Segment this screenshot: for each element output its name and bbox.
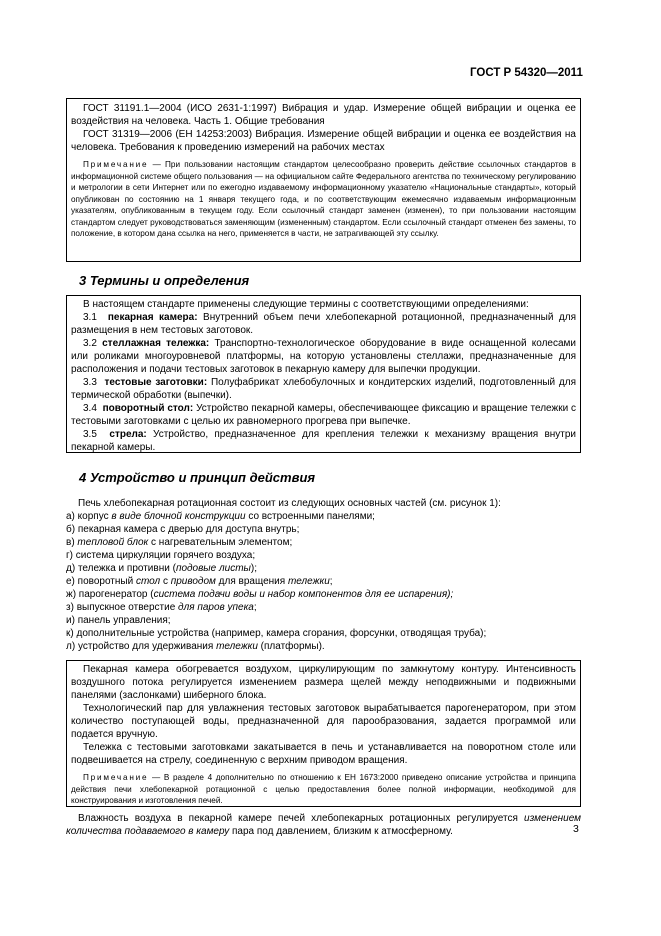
page-number: 3	[573, 823, 579, 835]
note-label: Примечание	[83, 773, 149, 782]
references-note	[71, 159, 576, 240]
references-box	[66, 98, 581, 262]
term-3-1	[71, 311, 576, 337]
section-3-heading: 3 Термины и определения	[79, 273, 250, 288]
term-name: пекарная камера:	[107, 312, 198, 323]
list-item: л) устройство для удерживания тележки (платформы).	[66, 641, 325, 652]
components-list	[66, 497, 581, 653]
components-intro: Печь хлебопекарная ротационная состоит из следующих основных частей (см. рисунок 1):	[78, 498, 501, 509]
note-text: — При пользовании настоящим стандартом целесообразно проверить действие ссылочных стандартов в информационной системе общего пользования — на официальном сайте Федерального агентства по техническому регулированию и метрологии в сети Интернет или по ежегодно издаваемому информационному указателю «Национальные стандарты», который опубликован по состоянию на 1 января текущего года, и по соответствующим ежемесячно издаваемым информационным указателям, опубликованным в текущем году. Если ссылочный стандарт заменен (изменен), то при пользовании настоящим стандартом следует руководствоваться заменяющим (измененным) стандартом. Если ссылочный стандарт отменен без замены, то положение, в котором дана ссылка на него, применяется в части, не затрагивающей эту ссылку.	[71, 160, 576, 238]
term-name: стрела:	[109, 429, 147, 440]
reference-gost-31319: ГОСТ 31319—2006 (ЕН 14253:2003) Вибрация. Измерение общей вибрации и оценка ее воздействия на человека. Требования к проведению измерений на рабочих местах	[71, 129, 576, 153]
terms-box	[66, 295, 581, 453]
list-item: г) система циркуляции горячего воздуха;	[66, 550, 256, 561]
note-label: Примечание	[83, 160, 149, 169]
list-item: ж) парогенератор (система подачи воды и набор компонентов для ее испарения);	[66, 589, 454, 600]
section-4-note	[71, 772, 576, 807]
term-name: стеллажная тележка:	[102, 338, 210, 349]
term-definition: Полуфабрикат хлебобулочных и кондитерских изделий, подготовленный для термической обработки (выпечки).	[71, 377, 577, 401]
humidity-paragraph: Влажность воздуха в пекарной камере печей хлебопекарных ротационных регулируется изменением количества подаваемого в камеру пара под давлением, близким к атмосферному.	[66, 813, 581, 837]
term-number: 3.1	[83, 312, 97, 323]
list-item: к) дополнительные устройства (например, камера сгорания, форсунки, отводящая труба);	[66, 628, 487, 639]
terms-intro: В настоящем стандарте применены следующие термины с соответствующими определениями:	[83, 299, 529, 310]
list-item: з) выпускное отверстие для паров упека;	[66, 602, 257, 613]
list-item: е) поворотный стол с приводом для вращения тележки;	[66, 576, 333, 587]
term-3-3	[71, 376, 576, 402]
list-item: и) панель управления;	[66, 615, 171, 626]
term-number: 3.4	[83, 403, 97, 414]
term-name: тестовые заготовки:	[104, 377, 208, 388]
note-text: — В разделе 4 дополнительно по отношению к ЕН 1673:2000 приведено описание устройства и принципа действия печи хлебопекарной ротационной с целью предоставления более полной информации, необходимой для конструирования и изготовления печей.	[71, 773, 576, 805]
reference-gost-31191: ГОСТ 31191.1—2004 (ИСО 2631-1:1997) Вибрация и удар. Измерение общей вибрации и оценка ее воздействия на человека. Часть 1. Общие требования	[71, 103, 576, 127]
list-item: б) пекарная камера с дверью для доступа внутрь;	[66, 524, 300, 535]
principle-paragraph-1: Пекарная камера обогревается воздухом, циркулирующим по замкнутому контуру. Интенсивность воздушного потока регулируется изменением размера щелей между неподвижными и подвижными панелями (заслонками) шиберного блока.	[71, 664, 576, 701]
principle-box	[66, 660, 581, 807]
list-item: а) корпус в виде блочной конструкции со встроенными панелями;	[66, 511, 375, 522]
term-definition: Устройство, предназначенное для крепления тележки к механизму вращения внутри пекарной камеры.	[71, 429, 577, 453]
section-4-heading: 4 Устройство и принцип действия	[79, 470, 316, 485]
term-definition: Устройство пекарной камеры, обеспечивающее фиксацию и вращение тележки с тестовыми заготовками с целью их равномерного прогрева при выпечке.	[71, 403, 577, 427]
principle-paragraph-3: Тележка с тестовыми заготовками закатывается в печь и устанавливается на поворотном столе или подвешивается на стрелу, соединенную с верхним приводом вращения.	[71, 742, 576, 766]
list-item: д) тележка и противни (подовые листы);	[66, 563, 258, 574]
term-definition: Транспортно-технологическое оборудование в виде оснащенной колесами или роликами многоуровневой платформы, на которую установлены стеллажи, предназначенные для расположения и подачи тестовых заготовок в пекарную камеру для выпечки продукции.	[71, 338, 576, 375]
term-number: 3.5	[83, 429, 97, 440]
document-header: ГОСТ Р 54320—2011	[470, 67, 583, 79]
term-definition: Внутренний объем печи хлебопекарной ротационной, предназначенный для размещения в нем тестовых заготовок.	[71, 312, 576, 336]
term-name: поворотный стол:	[102, 403, 194, 414]
term-3-2	[71, 337, 576, 376]
principle-paragraph-2: Технологический пар для увлажнения тестовых заготовок вырабатывается парогенератором, при этом количество поступающей воды, предназначенной для парообразования, задается программой или подается вручную.	[71, 703, 576, 740]
term-number: 3.2	[83, 338, 97, 349]
term-3-4	[71, 402, 576, 428]
term-3-5	[71, 428, 576, 454]
term-number: 3.3	[83, 377, 97, 388]
list-item: в) тепловой блок с нагревательным элементом;	[66, 537, 293, 548]
